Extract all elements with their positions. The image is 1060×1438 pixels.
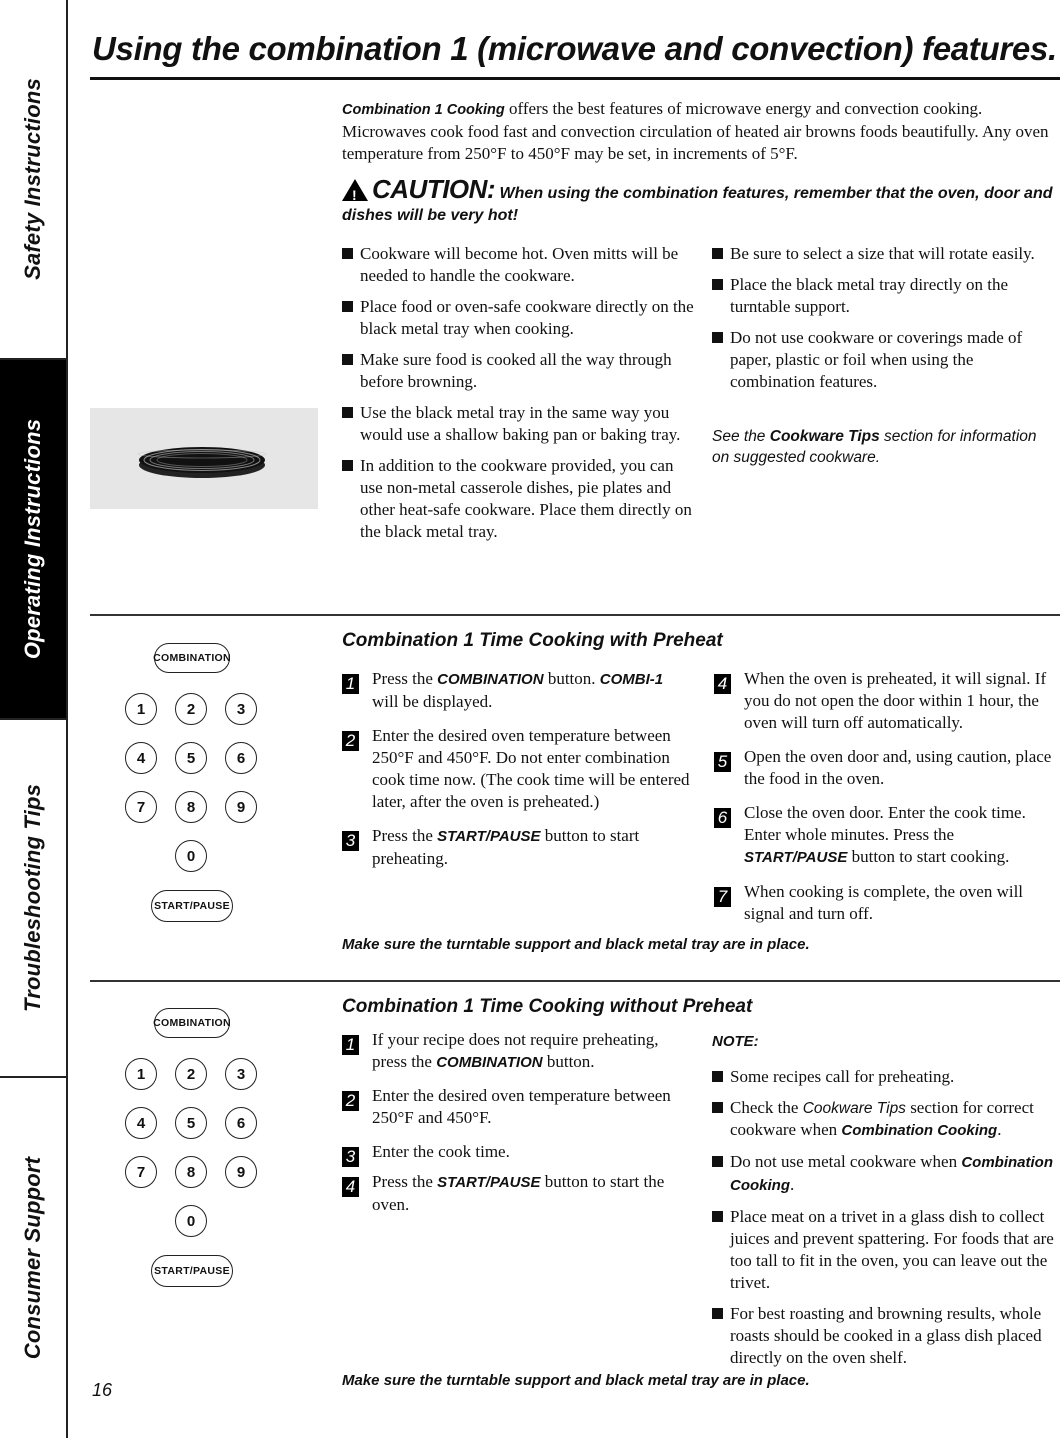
digit-4-button[interactable]: 4 bbox=[125, 1107, 157, 1139]
bullet-item: Use the black metal tray in the same way you would use a shallow baking pan or baking tray. bbox=[342, 402, 694, 446]
digit-2-button[interactable]: 2 bbox=[175, 693, 207, 725]
section2-notes bbox=[712, 1066, 1058, 1378]
keypad-illustration bbox=[118, 635, 268, 925]
section1-steps-left bbox=[342, 668, 692, 879]
tab-consumer-support[interactable]: Consumer Support bbox=[20, 1156, 45, 1360]
step-number: 1 bbox=[342, 674, 359, 694]
digit-0-button[interactable]: 0 bbox=[175, 840, 207, 872]
intro-lead: Combination 1 Cooking bbox=[342, 102, 505, 118]
step-1: 1 Press the COMBINATION button. COMBI-1 will be displayed. bbox=[342, 668, 692, 713]
bullet-item: Cookware will become hot. Oven mitts will be needed to handle the cookware. bbox=[342, 243, 694, 287]
digit-5-button[interactable]: 5 bbox=[175, 1107, 207, 1139]
step-number: 5 bbox=[714, 752, 731, 772]
step-4: 4 When the oven is preheated, it will signal. If you do not open the door within 1 hour, the oven will turn off automatically. bbox=[714, 668, 1060, 734]
section1-title: Combination 1 Time Cooking with Preheat bbox=[342, 630, 723, 651]
step-5: 5 Open the oven door and, using caution, place the food in the oven. bbox=[714, 746, 1060, 790]
digit-1-button[interactable]: 1 bbox=[125, 693, 157, 725]
tab-operating-instructions[interactable]: Operating Instructions bbox=[0, 360, 66, 720]
warning-icon bbox=[342, 179, 368, 201]
section2-footer: Make sure the turntable support and black metal tray are in place. bbox=[342, 1372, 810, 1389]
step-4: 4 Press the START/PAUSE button to start the oven. bbox=[342, 1171, 672, 1216]
keypad-illustration bbox=[118, 1000, 268, 1290]
step-number: 1 bbox=[342, 1035, 359, 1055]
step-number: 4 bbox=[342, 1177, 359, 1197]
digit-3-button[interactable]: 3 bbox=[225, 693, 257, 725]
step-3: 3 Enter the cook time. bbox=[342, 1141, 672, 1163]
digit-9-button[interactable]: 9 bbox=[225, 791, 257, 823]
bullet-item: In addition to the cookware provided, you can use non-metal casserole dishes, pie plates and other heat-safe cookware. Place them directly on the black metal tray. bbox=[342, 455, 694, 543]
bullet-item: Some recipes call for preheating. bbox=[712, 1066, 1058, 1088]
digit-3-button[interactable]: 3 bbox=[225, 1058, 257, 1090]
bullet-item: Place meat on a trivet in a glass dish to collect juices and prevent spattering. For foods that are too tall to fit in the oven, you can leave out the trivet. bbox=[712, 1206, 1058, 1294]
bullet-item: For best roasting and browning results, whole roasts should be cooked in a glass dish placed directly on the oven shelf. bbox=[712, 1303, 1058, 1369]
step-number: 2 bbox=[342, 731, 359, 751]
digit-1-button[interactable]: 1 bbox=[125, 1058, 157, 1090]
digit-8-button[interactable]: 8 bbox=[175, 791, 207, 823]
step-7: 7 When cooking is complete, the oven will signal and turn off. bbox=[714, 881, 1060, 925]
page-title: Using the combination 1 (microwave and convection) features. bbox=[92, 30, 1057, 67]
digit-4-button[interactable]: 4 bbox=[125, 742, 157, 774]
step-2: 2 Enter the desired oven temperature between 250°F and 450°F. Do not enter combination cook time now. (The cook time will be entered later, after the oven is preheated.) bbox=[342, 725, 692, 813]
section-divider bbox=[90, 614, 1060, 616]
step-3: 3 Press the START/PAUSE button to start preheating. bbox=[342, 825, 692, 870]
tab-safety-instructions[interactable]: Safety Instructions bbox=[0, 0, 66, 360]
step-1: 1 If your recipe does not require preheating, press the COMBINATION button. bbox=[342, 1029, 672, 1074]
digit-8-button[interactable]: 8 bbox=[175, 1156, 207, 1188]
digit-9-button[interactable]: 9 bbox=[225, 1156, 257, 1188]
digit-2-button[interactable]: 2 bbox=[175, 1058, 207, 1090]
section2-title: Combination 1 Time Cooking without Preheat bbox=[342, 996, 753, 1017]
combination-button[interactable]: COMBINATION bbox=[154, 1008, 230, 1038]
metal-tray-image bbox=[90, 408, 318, 509]
caution-label: CAUTION: bbox=[372, 174, 496, 204]
start-pause-button[interactable]: START/PAUSE bbox=[151, 890, 233, 922]
section2-steps bbox=[342, 1029, 672, 1225]
side-navigation bbox=[0, 0, 68, 1438]
section-divider bbox=[90, 980, 1060, 982]
step-number: 3 bbox=[342, 1147, 359, 1167]
caution-text: When using the combination features, remember that the oven, door and dishes will be very hot! bbox=[342, 185, 1053, 224]
section1-footer: Make sure the turntable support and black metal tray are in place. bbox=[342, 936, 810, 953]
combination-button[interactable]: COMBINATION bbox=[154, 643, 230, 673]
digit-6-button[interactable]: 6 bbox=[225, 1107, 257, 1139]
digit-6-button[interactable]: 6 bbox=[225, 742, 257, 774]
step-number: 6 bbox=[714, 808, 731, 828]
intro-text: offers the best features of microwave energy and convection cooking. Microwaves cook food fast and convection circulation of heated air browns foods beautifully. Any oven temperature from 250°F to 450°F may be set, in increments of 5°F. bbox=[342, 99, 1049, 163]
start-pause-button[interactable]: START/PAUSE bbox=[151, 1255, 233, 1287]
digit-7-button[interactable]: 7 bbox=[125, 791, 157, 823]
metal-tray-icon bbox=[90, 408, 318, 509]
step-number: 4 bbox=[714, 674, 731, 694]
step-2: 2 Enter the desired oven temperature between 250°F and 450°F. bbox=[342, 1085, 672, 1129]
bullet-item: Do not use metal cookware when Combination Cooking. bbox=[712, 1151, 1058, 1197]
bullets-left bbox=[342, 243, 694, 552]
caution-block bbox=[342, 176, 1060, 227]
bullet-item: Be sure to select a size that will rotate easily. bbox=[712, 243, 1058, 265]
tab-troubleshooting-tips[interactable]: Troubleshooting Tips bbox=[0, 720, 66, 1078]
digit-5-button[interactable]: 5 bbox=[175, 742, 207, 774]
bullet-item: Place food or oven-safe cookware directly on the black metal tray when cooking. bbox=[342, 296, 694, 340]
bullets-right bbox=[712, 243, 1058, 402]
page-number: 16 bbox=[92, 1380, 113, 1400]
step-number: 3 bbox=[342, 831, 359, 851]
digit-7-button[interactable]: 7 bbox=[125, 1156, 157, 1188]
title-rule bbox=[90, 77, 1060, 80]
step-number: 2 bbox=[342, 1091, 359, 1111]
digit-0-button[interactable]: 0 bbox=[175, 1205, 207, 1237]
note-label: NOTE: bbox=[712, 1033, 759, 1050]
bullet-item: Place the black metal tray directly on the turntable support. bbox=[712, 274, 1058, 318]
intro-paragraph bbox=[342, 98, 1060, 165]
bullet-item: Check the Cookware Tips section for correct cookware when Combination Cooking. bbox=[712, 1097, 1058, 1142]
step-6: 6 Close the oven door. Enter the cook time. Enter whole minutes. Press the START/PAUSE button to start cooking. bbox=[714, 802, 1060, 869]
bullet-item: Do not use cookware or coverings made of paper, plastic or foil when using the combination features. bbox=[712, 327, 1058, 393]
cookware-tips-note: See the Cookware Tips section for information on suggested cookware. bbox=[712, 428, 1037, 466]
bullet-item: Make sure food is cooked all the way through before browning. bbox=[342, 349, 694, 393]
step-number: 7 bbox=[714, 887, 731, 907]
section1-steps-right bbox=[714, 668, 1060, 934]
